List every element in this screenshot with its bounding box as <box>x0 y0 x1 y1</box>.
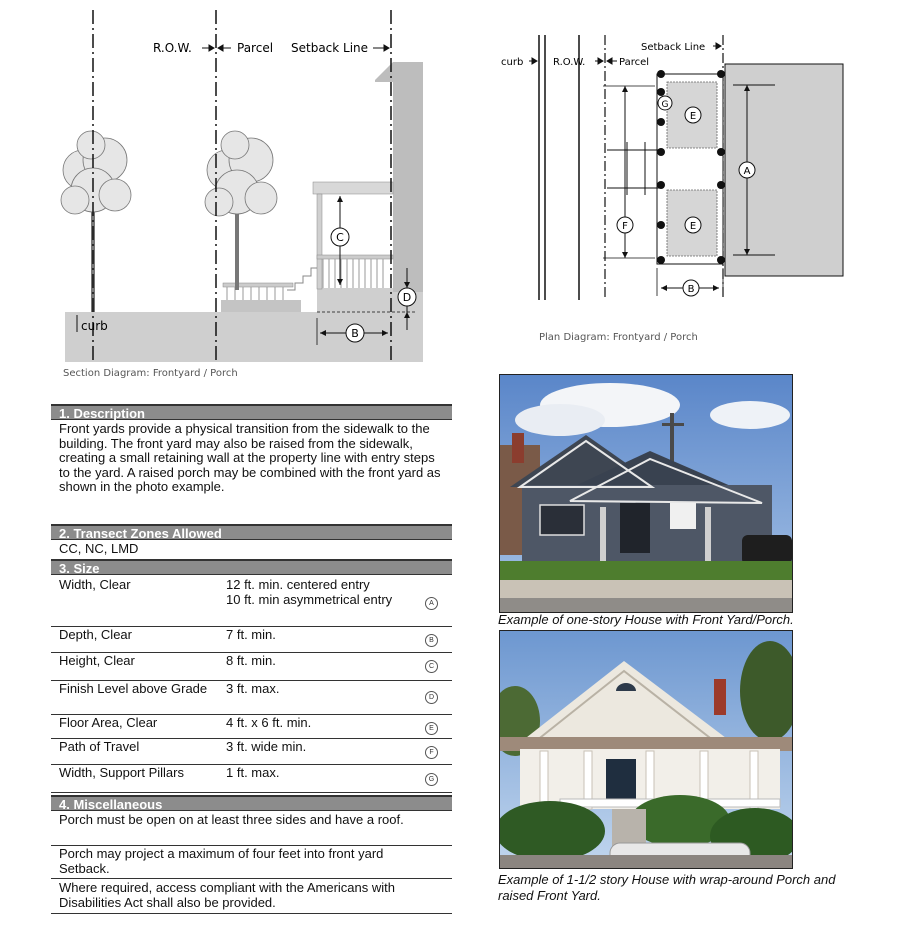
size-row-finish-level <box>51 681 452 715</box>
plan-parcel-label: Parcel <box>619 57 650 68</box>
setback-label: Setback Line <box>291 41 369 55</box>
size-label: Floor Area, Clear <box>59 715 158 730</box>
marker-g-table: G <box>425 773 438 786</box>
section-diagram-caption: Section Diagram: Frontyard / Porch <box>63 368 238 379</box>
parcel-label: Parcel <box>237 41 274 55</box>
size-row-width <box>51 577 452 627</box>
size-row-support-pillars <box>51 765 452 793</box>
plan-diagram <box>495 30 855 350</box>
marker-c-table: C <box>425 660 438 673</box>
size-label: Height, Clear <box>59 653 135 668</box>
row-label: R.O.W. <box>153 41 192 55</box>
plan-setback-label: Setback Line <box>641 42 706 53</box>
photo-caption-top: Example of one-story House with Front Yard/Porch. <box>498 612 794 627</box>
size-value: 4 ft. x 6 ft. min. <box>226 715 312 730</box>
description-header: 1. Description <box>51 404 452 420</box>
size-header: 3. Size <box>51 559 452 575</box>
transect-text: CC, NC, LMD <box>59 541 139 556</box>
misc-item: Porch may project a maximum of four feet into front yard Setback. <box>51 847 452 879</box>
size-row-path-of-travel <box>51 739 452 765</box>
size-value: 7 ft. min. <box>226 627 276 642</box>
marker-e2: E <box>689 221 697 232</box>
size-row-height <box>51 653 452 681</box>
plan-curb-label: curb <box>501 57 524 68</box>
marker-d: D <box>402 291 412 304</box>
size-value: 3 ft. max. <box>226 681 280 696</box>
marker-a: A <box>743 166 751 177</box>
misc-item: Porch must be open on at least three sides and have a roof. <box>51 813 452 846</box>
marker-b-plan: B <box>687 284 695 295</box>
size-label: Depth, Clear <box>59 627 132 642</box>
marker-b: B <box>351 327 359 340</box>
marker-e1: E <box>689 111 697 122</box>
marker-c: C <box>336 231 344 244</box>
size-row-depth <box>51 627 452 653</box>
size-label: Width, Support Pillars <box>59 765 184 780</box>
section-diagram <box>55 0 425 390</box>
marker-f-table: F <box>425 746 438 759</box>
marker-f: F <box>622 221 628 232</box>
marker-a-table: A <box>425 597 438 610</box>
transect-header: 2. Transect Zones Allowed <box>51 524 452 540</box>
size-row-floor-area <box>51 715 452 739</box>
marker-d-table: D <box>425 691 438 704</box>
misc-item: Where required, access compliant with the Americans with Disabilities Act shall also be provided. <box>51 881 452 914</box>
size-value: 12 ft. min. centered entry 10 ft. min asymmetrical entry <box>226 577 393 607</box>
size-label: Finish Level above Grade <box>59 681 208 696</box>
curb-label: curb <box>81 319 108 333</box>
description-text: Front yards provide a physical transition from the sidewalk to the building. The front yard may also be raised from the sidewalk, creating a small retaining wall at the property line with entry steps to the yard. A raised porch may be combined with the front yard as shown in the photo example. <box>59 421 441 494</box>
plan-diagram-caption: Plan Diagram: Frontyard / Porch <box>539 332 698 343</box>
photo-wraparound-porch-house <box>499 630 793 869</box>
misc-header: 4. Miscellaneous <box>51 795 452 811</box>
size-value: 8 ft. min. <box>226 653 276 668</box>
size-label: Width, Clear <box>59 577 131 592</box>
photo-caption-bottom: Example of 1-1/2 story House with wrap-around Porch and raised Front Yard. <box>498 872 836 903</box>
size-value: 1 ft. max. <box>226 765 280 780</box>
marker-e-table: E <box>425 722 438 735</box>
marker-g: G <box>661 100 669 110</box>
plan-row-label: R.O.W. <box>553 57 586 68</box>
size-label: Path of Travel <box>59 739 140 754</box>
marker-b-table: B <box>425 634 438 647</box>
photo-one-story-house <box>499 374 793 613</box>
size-value: 3 ft. wide min. <box>226 739 307 754</box>
